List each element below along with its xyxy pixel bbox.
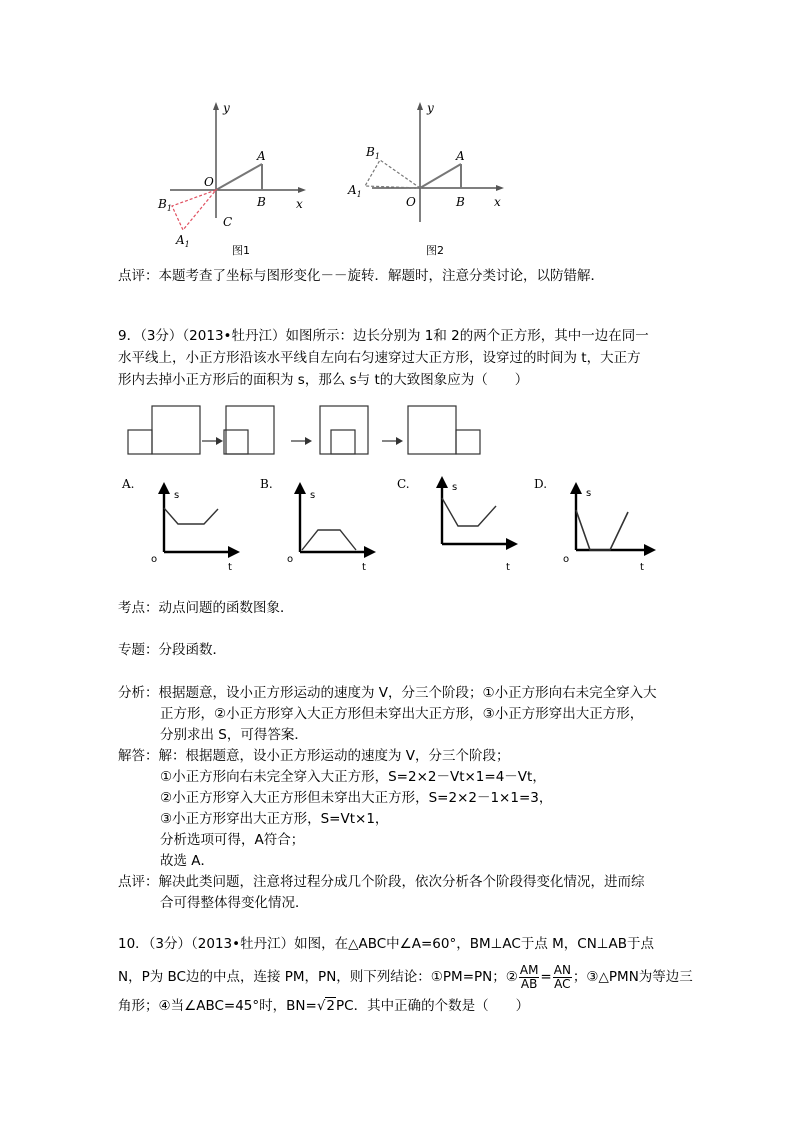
svg-text:A1 <box>175 233 190 249</box>
kaodian: 考点：动点问题的函数图象． <box>118 600 294 616</box>
label-A: A <box>456 149 465 163</box>
axis-s: s <box>452 482 458 493</box>
jieda-line2: ①小正方形向右未完全穿入大正方形，S=2×2－Vt×1=4－Vt， <box>160 769 546 785</box>
option-d-graph <box>560 480 664 572</box>
sub-1: 1 <box>166 204 172 213</box>
sub-1: 1 <box>184 240 190 249</box>
q10-line3 <box>118 996 529 1016</box>
sqrt-value: 2 <box>326 998 336 1014</box>
caption-fig1: 图1 <box>232 244 250 257</box>
axis-o: o <box>563 554 570 565</box>
fenxi-line2: 正方形，②小正方形穿入大正方形但未穿出大正方形，③小正方形穿出大正方形， <box>160 706 644 722</box>
axis-t: t <box>362 562 366 572</box>
figure-rotation-1 <box>150 98 320 258</box>
sqrt-sign: √ <box>316 998 326 1014</box>
jieda-line4: ③小正方形穿出大正方形，S=Vt×1， <box>160 811 389 827</box>
label-x: x <box>296 197 303 211</box>
label-x: x <box>494 195 501 209</box>
sub-1: 1 <box>356 190 362 199</box>
option-a-graph <box>148 480 248 572</box>
label-B1: B <box>366 145 375 159</box>
frac-num: AM <box>519 962 539 977</box>
axis-t: t <box>640 562 644 572</box>
q9-line1: 9．（3分）（2013•牡丹江）如图所示：边长分别为 1和 2的两个正方形，其中一边在同一 <box>118 328 649 344</box>
q10-line3-text: 角形；④当∠ABC=45°时，BN= <box>118 998 317 1014</box>
axis-o: o <box>287 554 294 565</box>
q9-line3: 形内去掉小正方形后的面积为 s，那么 s与 t的大致图象应为（ ） <box>118 372 529 388</box>
axis-s: s <box>310 490 316 501</box>
label-A: A <box>257 149 266 163</box>
label-y: y <box>223 101 230 115</box>
label-B1: B <box>158 197 167 211</box>
fraction-an-ac <box>553 964 572 991</box>
sub-1: 1 <box>374 152 380 161</box>
caption-fig2: 图2 <box>426 244 444 257</box>
label-y: y <box>427 101 434 115</box>
frac-num: AN <box>553 962 571 977</box>
dianping9-line2: 合可得整体得变化情况． <box>160 895 309 911</box>
frac-den: AB <box>520 976 538 991</box>
q10-line2-text: N，P为 BC边的中点，连接 PM，PN，则下列结论：①PM=PN；② <box>118 969 518 985</box>
label-B: B <box>456 195 465 209</box>
axis-s: s <box>586 488 592 499</box>
q9-line2: 水平线上，小正方形沿该水平线自左向右匀速穿过大正方形，设穿过的时间为 t，大正方 <box>118 350 641 366</box>
label-O: O <box>406 195 416 209</box>
svg-text:A1 <box>347 183 362 199</box>
q10-line2-tail: ；③△PMN为等边三 <box>572 969 693 985</box>
fenxi-line1: 分析：根据题意，设小正方形运动的速度为 V，分三个阶段；①小正方形向右未完全穿入大 <box>118 685 657 701</box>
jieda-line5: 分析选项可得，A符合； <box>160 832 305 848</box>
frac-den: AC <box>554 976 571 991</box>
axis-s: s <box>174 490 180 501</box>
option-d-letter: D. <box>534 477 548 491</box>
q10-line1: 10．（3分）（2013•牡丹江）如图，在△ABC中∠A=60°，BM⊥AC于点 M，CN⊥AB于点 <box>118 936 655 952</box>
option-a-letter: A. <box>122 477 135 491</box>
label-B: B <box>257 195 266 209</box>
option-b-graph <box>284 480 384 572</box>
jieda-line6: 故选 A． <box>160 853 215 869</box>
equals-sign: = <box>540 969 552 985</box>
figure-square-sequence <box>126 402 482 460</box>
q10-line3-tail: PC．其中正确的个数是（ ） <box>336 998 530 1014</box>
option-c-letter: C. <box>397 477 410 491</box>
option-c-graph <box>426 474 526 572</box>
svg-text:B1 <box>365 145 380 161</box>
svg-text:B1 <box>157 197 172 213</box>
jieda-line3: ②小正方形穿入大正方形但未穿出大正方形，S=2×2－1×1=3， <box>160 790 553 806</box>
q10-line2 <box>118 962 693 992</box>
fenxi-line3: 分别求出 S，可得答案． <box>160 727 308 743</box>
dianping9-line1: 点评：解决此类问题，注意将过程分成几个阶段，依次分析各个阶段得变化情况，进而综 <box>118 874 645 890</box>
comment-q8: 点评：本题考查了坐标与图形变化－－旋转．解题时，注意分类讨论，以防错解． <box>118 268 604 284</box>
zhuanti: 专题：分段函数． <box>118 642 226 658</box>
option-b-letter: B. <box>260 477 273 491</box>
figure-rotation-2 <box>340 98 510 258</box>
label-A1: A <box>176 233 185 247</box>
label-C: C <box>223 215 233 229</box>
axis-o: o <box>151 554 158 565</box>
axis-t: t <box>228 562 232 572</box>
jieda-line1: 解答：解：根据题意，设小正方形运动的速度为 V，分三个阶段； <box>118 748 510 764</box>
axis-t: t <box>506 562 510 572</box>
label-A1: A <box>348 183 357 197</box>
label-O: O <box>204 175 214 189</box>
fraction-am-ab <box>519 964 540 991</box>
